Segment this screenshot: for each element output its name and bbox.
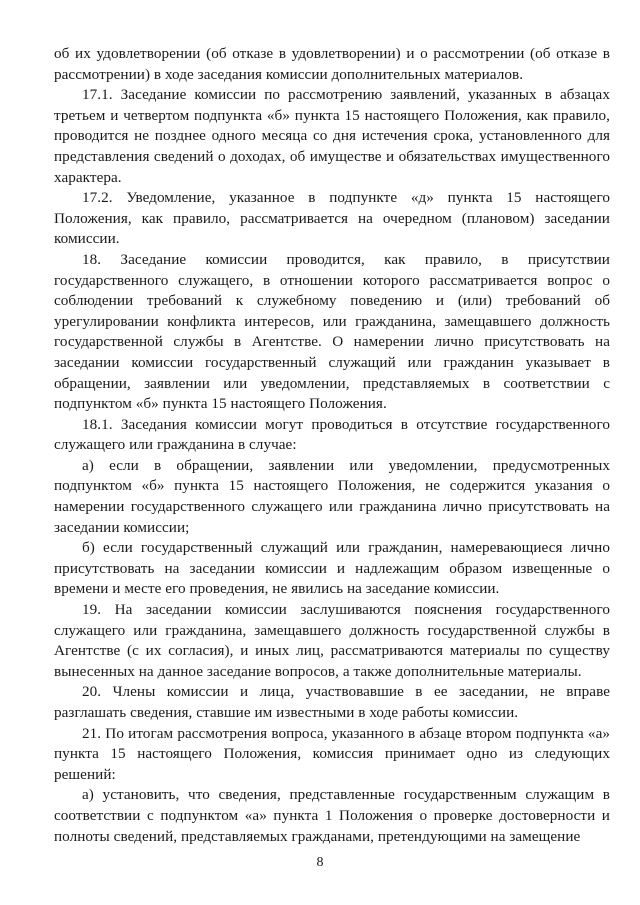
paragraph-17-2: 17.2. Уведомление, указанное в подпункте «д» пункта 15 настоящего Положения, как правило, рассматривается на очередном (плановом) заседании комиссии.	[54, 189, 610, 248]
paragraph-21-a: а) установить, что сведения, представленные государственным служащим в соответствии с подпунктом «а» пункта 1 Положения о проверке достоверности и полноты сведений, представляемых гражданами, претендующими на замещение	[54, 786, 610, 845]
document-body	[54, 44, 610, 847]
paragraph-19: 19. На заседании комиссии заслушиваются пояснения государственного служащего или гражданина, замещавшего должность государственной службы в Агентстве (с их согласия), и иных лиц, рассматриваются материалы по существу вынесенных на данное заседание вопросов, а также дополнительные материалы.	[54, 601, 610, 680]
paragraph-18-1-b: б) если государственный служащий или гражданин, намеревающиеся лично присутствовать на заседании комиссии и надлежащим образом извещенные о времени и месте его проведения, не явились на заседание комиссии.	[54, 539, 610, 598]
paragraph-17-1: 17.1. Заседание комиссии по рассмотрению заявлений, указанных в абзацах третьем и четвертом подпункта «б» пункта 15 настоящего Положения, как правило, проводится не позднее одного месяца со дня истечения срока, установленного для представления сведений о доходах, об имуществе и обязательствах имущественного характера.	[54, 86, 610, 186]
page-number: 8	[316, 855, 324, 870]
paragraph-18: 18. Заседание комиссии проводится, как правило, в присутствии государственного служащего, в отношении которого рассматривается вопрос о соблюдении требований к служебному поведению и (или) требований об урегулировании конфликта интересов, или гражданина, замещавшего должность государственной службы в Агентстве. О намерении лично присутствовать на заседании комиссии государственный служащий или гражданин указывает в обращении, заявлении или уведомлении, представляемых в соответствии с подпунктом «б» пункта 15 настоящего Положения.	[54, 250, 610, 413]
paragraph-continuation: об их удовлетворении (об отказе в удовлетворении) и о рассмотрении (об отказе в рассмотрении) в ходе заседания комиссии дополнительных материалов.	[54, 45, 610, 83]
paragraph-20: 20. Члены комиссии и лица, участвовавшие в ее заседании, не вправе разглашать сведения, ставшие им известными в ходе работы комиссии.	[54, 683, 610, 721]
paragraph-18-1-a: а) если в обращении, заявлении или уведомлении, предусмотренных подпунктом «б» пункта 15 настоящего Положения, не содержится указания о намерении государственного служащего или гражданина лично присутствовать на заседании комиссии;	[54, 456, 610, 536]
paragraph-21: 21. По итогам рассмотрения вопроса, указанного в абзаце втором подпункта «а» пункта 15 настоящего Положения, комиссия принимает одно из следующих решений:	[54, 724, 610, 783]
paragraph-18-1: 18.1. Заседания комиссии могут проводиться в отсутствие государственного служащего или гражданина в случае:	[54, 415, 610, 454]
